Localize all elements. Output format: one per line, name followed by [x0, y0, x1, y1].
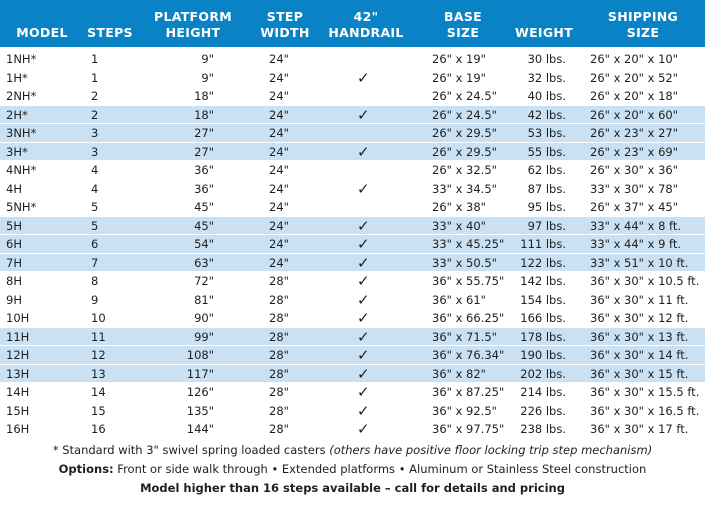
- header-handrail-line-2: HANDRAIL: [328, 25, 404, 40]
- cell-weight: 226 lbs.: [520, 403, 566, 418]
- cell-platform-height: 27": [194, 144, 214, 159]
- cell-steps: 4: [91, 181, 99, 196]
- options-line: [0, 460, 705, 479]
- check-icon: ✓: [357, 327, 370, 346]
- header-base-size-line-1: BASE: [444, 9, 482, 24]
- cell-shipping-size: 26" x 20" x 10": [590, 52, 679, 66]
- check-icon: ✓: [357, 105, 370, 124]
- cell-shipping-size: 26" x 37" x 45": [590, 200, 679, 214]
- table-row: [0, 365, 705, 384]
- cell-step-width: 24": [269, 200, 289, 214]
- cell-model: 8H: [6, 274, 22, 288]
- cell-step-width: 24": [269, 144, 289, 159]
- cell-step-width: 28": [269, 366, 289, 381]
- table-row: [0, 254, 705, 273]
- cell-platform-height: 9": [201, 52, 214, 66]
- cell-weight: 154 lbs.: [520, 292, 566, 307]
- cell-shipping-size: 36" x 30" x 13 ft.: [590, 329, 689, 344]
- table-row: [0, 383, 705, 402]
- cell-steps: 6: [91, 237, 99, 251]
- header-platform-height: [148, 0, 238, 47]
- header-steps-line-1: STEPS: [87, 25, 133, 40]
- cell-steps: 3: [91, 144, 99, 159]
- header-shipping-size: [600, 0, 686, 47]
- cell-steps: 5: [91, 200, 99, 214]
- cell-platform-height: 144": [186, 422, 214, 436]
- table-row: [0, 198, 705, 217]
- table-row: [0, 50, 705, 69]
- cell-base-size: 33" x 50.5": [432, 255, 497, 270]
- cell-platform-height: 90": [194, 311, 214, 325]
- cell-steps: 11: [91, 329, 106, 344]
- cell-step-width: 28": [269, 348, 289, 362]
- cell-weight: 142 lbs.: [520, 274, 566, 288]
- cell-weight: 40 lbs.: [527, 89, 566, 103]
- table-row: [0, 291, 705, 310]
- header-shipping-size-line-2: SIZE: [626, 25, 660, 40]
- cell-shipping-size: 26" x 30" x 36": [590, 163, 679, 177]
- cell-base-size: 33" x 34.5": [432, 181, 497, 196]
- cell-shipping-size: 36" x 30" x 17 ft.: [590, 422, 689, 436]
- cell-base-size: 36" x 92.5": [432, 403, 497, 418]
- table-row: [0, 217, 705, 236]
- cell-step-width: 24": [269, 89, 289, 103]
- cell-shipping-size: 26" x 20" x 60": [590, 107, 679, 122]
- check-icon: ✓: [357, 346, 370, 364]
- cell-shipping-size: 36" x 30" x 12 ft.: [590, 311, 689, 325]
- cell-weight: 122 lbs.: [520, 255, 566, 270]
- cell-platform-height: 117": [186, 366, 214, 381]
- table-row: [0, 346, 705, 365]
- cell-base-size: 36" x 82": [432, 366, 486, 381]
- footer: [0, 441, 705, 498]
- cell-model: 5H: [6, 218, 22, 233]
- cell-base-size: 33" x 45.25": [432, 237, 505, 251]
- table-row: [0, 69, 705, 88]
- cell-steps: 14: [91, 385, 106, 399]
- check-icon: ✓: [357, 290, 370, 309]
- header-step-width-line-2: WIDTH: [260, 25, 310, 40]
- cell-model: 2NH*: [6, 89, 37, 103]
- cell-shipping-size: 36" x 30" x 11 ft.: [590, 292, 689, 307]
- cell-steps: 7: [91, 255, 99, 270]
- cell-step-width: 24": [269, 52, 289, 66]
- cell-model: 12H: [6, 348, 30, 362]
- cell-step-width: 24": [269, 107, 289, 122]
- cell-base-size: 26" x 38": [432, 200, 486, 214]
- cell-model: 4H: [6, 181, 22, 196]
- cell-step-width: 24": [269, 126, 289, 140]
- cell-weight: 42 lbs.: [527, 107, 566, 122]
- cell-base-size: 26" x 24.5": [432, 107, 497, 122]
- cell-platform-height: 27": [194, 126, 214, 140]
- cell-shipping-size: 36" x 30" x 14 ft.: [590, 348, 689, 362]
- cell-model: 1H*: [6, 70, 28, 85]
- cell-shipping-size: 36" x 30" x 15 ft.: [590, 366, 689, 381]
- cell-shipping-size: 26" x 20" x 52": [590, 70, 679, 85]
- cell-base-size: 36" x 71.5": [432, 329, 497, 344]
- header-model-line-1: MODEL: [16, 25, 68, 40]
- cell-steps: 16: [91, 422, 106, 436]
- cell-platform-height: 36": [194, 163, 214, 177]
- cell-platform-height: 9": [201, 70, 214, 85]
- cell-model: 5NH*: [6, 200, 37, 214]
- cell-base-size: 36" x 66.25": [432, 311, 505, 325]
- cell-steps: 5: [91, 218, 99, 233]
- cell-platform-height: 108": [186, 348, 214, 362]
- cell-shipping-size: 33" x 51" x 10 ft.: [590, 255, 689, 270]
- table-row: [0, 161, 705, 180]
- table-row: [0, 87, 705, 106]
- cell-base-size: 36" x 87.25": [432, 385, 505, 399]
- cell-weight: 166 lbs.: [520, 311, 566, 325]
- cell-shipping-size: 33" x 30" x 78": [590, 181, 679, 196]
- cell-base-size: 26" x 19": [432, 52, 486, 66]
- cell-step-width: 28": [269, 292, 289, 307]
- cell-steps: 10: [91, 311, 106, 325]
- cell-model: 3NH*: [6, 126, 37, 140]
- header-step-width: [252, 0, 318, 47]
- cell-weight: 190 lbs.: [520, 348, 566, 362]
- cell-shipping-size: 26" x 23" x 69": [590, 144, 679, 159]
- table-row: [0, 143, 705, 162]
- cell-platform-height: 18": [194, 89, 214, 103]
- cell-model: 2H*: [6, 107, 28, 122]
- cell-weight: 32 lbs.: [527, 70, 566, 85]
- header-steps: [84, 0, 136, 47]
- options-label: Options:: [58, 462, 114, 476]
- table-row: [0, 235, 705, 254]
- header-weight-line-1: WEIGHT: [514, 25, 574, 40]
- cell-shipping-size: 36" x 30" x 16.5 ft.: [590, 403, 700, 418]
- check-icon: ✓: [357, 142, 370, 161]
- cell-model: 15H: [6, 403, 30, 418]
- cell-shipping-size: 36" x 30" x 10.5 ft.: [590, 274, 700, 288]
- cell-step-width: 24": [269, 255, 289, 270]
- cell-step-width: 28": [269, 311, 289, 325]
- header-handrail-line-1: 42": [353, 9, 379, 24]
- header-platform-height-line-2: HEIGHT: [165, 25, 221, 40]
- cell-step-width: 28": [269, 422, 289, 436]
- table-body: [0, 50, 705, 439]
- cell-steps: 2: [91, 107, 99, 122]
- cell-weight: 62 lbs.: [527, 163, 566, 177]
- cell-steps: 4: [91, 163, 99, 177]
- table-row: [0, 180, 705, 199]
- callout-line: Model higher than 16 steps available – call for details and pricing: [140, 481, 565, 495]
- cell-step-width: 24": [269, 237, 289, 251]
- check-icon: ✓: [357, 401, 370, 420]
- cell-platform-height: 81": [194, 292, 214, 307]
- cell-steps: 1: [91, 70, 99, 85]
- cell-steps: 9: [91, 292, 99, 307]
- check-icon: ✓: [357, 420, 370, 438]
- cell-steps: 8: [91, 274, 99, 288]
- cell-steps: 13: [91, 366, 106, 381]
- options-text: Front or side walk through • Extended platforms • Aluminum or Stainless Steel construction: [113, 462, 647, 476]
- cell-step-width: 24": [269, 181, 289, 196]
- cell-base-size: 26" x 24.5": [432, 89, 497, 103]
- check-icon: ✓: [357, 179, 370, 198]
- cell-model: 7H: [6, 255, 22, 270]
- header-handrail: [326, 0, 406, 47]
- cell-base-size: 26" x 19": [432, 70, 486, 85]
- table-row: [0, 328, 705, 347]
- cell-model: 4NH*: [6, 163, 37, 177]
- check-icon: ✓: [357, 309, 370, 327]
- cell-weight: 238 lbs.: [520, 422, 566, 436]
- cell-platform-height: 45": [194, 200, 214, 214]
- cell-shipping-size: 33" x 44" x 8 ft.: [590, 218, 682, 233]
- cell-base-size: 36" x 61": [432, 292, 486, 307]
- cell-model: 9H: [6, 292, 22, 307]
- cell-base-size: 33" x 40": [432, 218, 486, 233]
- header-weight: [510, 0, 578, 47]
- table-row: [0, 402, 705, 421]
- cell-base-size: 26" x 29.5": [432, 144, 497, 159]
- check-icon: ✓: [357, 216, 370, 235]
- cell-step-width: 28": [269, 385, 289, 399]
- cell-base-size: 26" x 29.5": [432, 126, 497, 140]
- table-header: [0, 0, 705, 47]
- table-row: [0, 272, 705, 291]
- cell-weight: 97 lbs.: [527, 218, 566, 233]
- cell-weight: 214 lbs.: [520, 385, 566, 399]
- cell-platform-height: 18": [194, 107, 214, 122]
- cell-step-width: 24": [269, 70, 289, 85]
- cell-base-size: 36" x 76.34": [432, 348, 505, 362]
- cell-weight: 30 lbs.: [527, 52, 566, 66]
- cell-model: 3H*: [6, 144, 28, 159]
- cell-model: 1NH*: [6, 52, 37, 66]
- cell-shipping-size: 26" x 20" x 18": [590, 89, 679, 103]
- cell-weight: 87 lbs.: [527, 181, 566, 196]
- cell-platform-height: 63": [194, 255, 214, 270]
- cell-platform-height: 99": [194, 329, 214, 344]
- cell-step-width: 24": [269, 163, 289, 177]
- cell-weight: 53 lbs.: [527, 126, 566, 140]
- cell-platform-height: 72": [194, 274, 214, 288]
- header-shipping-size-line-1: SHIPPING: [607, 9, 679, 24]
- cell-weight: 202 lbs.: [520, 366, 566, 381]
- cell-platform-height: 45": [194, 218, 214, 233]
- header-base-size: [425, 0, 501, 47]
- check-icon: ✓: [357, 383, 370, 401]
- cell-steps: 2: [91, 89, 99, 103]
- cell-weight: 178 lbs.: [520, 329, 566, 344]
- cell-platform-height: 36": [194, 181, 214, 196]
- cell-base-size: 26" x 32.5": [432, 163, 497, 177]
- check-icon: ✓: [357, 235, 370, 253]
- cell-model: 14H: [6, 385, 30, 399]
- table-row: [0, 309, 705, 328]
- table-row: [0, 106, 705, 125]
- cell-base-size: 36" x 55.75": [432, 274, 505, 288]
- cell-weight: 95 lbs.: [527, 200, 566, 214]
- cell-model: 11H: [6, 329, 30, 344]
- check-icon: ✓: [357, 68, 370, 87]
- cell-model: 13H: [6, 366, 30, 381]
- cell-weight: 111 lbs.: [520, 237, 566, 251]
- table-row: [0, 420, 705, 439]
- cell-steps: 15: [91, 403, 106, 418]
- check-icon: ✓: [357, 364, 370, 383]
- cell-steps: 3: [91, 126, 99, 140]
- header-base-size-line-2: SIZE: [446, 25, 480, 40]
- table-row: [0, 124, 705, 143]
- cell-shipping-size: 36" x 30" x 15.5 ft.: [590, 385, 700, 399]
- cell-platform-height: 126": [186, 385, 214, 399]
- cell-step-width: 24": [269, 218, 289, 233]
- header-platform-height-line-1: PLATFORM: [154, 9, 232, 24]
- footnote-italic: (others have positive floor locking trip step mechanism): [329, 443, 653, 457]
- cell-step-width: 28": [269, 329, 289, 344]
- cell-steps: 12: [91, 348, 106, 362]
- cell-platform-height: 135": [186, 403, 214, 418]
- cell-model: 10H: [6, 311, 30, 325]
- cell-model: 6H: [6, 237, 22, 251]
- cell-step-width: 28": [269, 274, 289, 288]
- cell-platform-height: 54": [194, 237, 214, 251]
- cell-shipping-size: 33" x 44" x 9 ft.: [590, 237, 682, 251]
- footnote-casters: [0, 441, 705, 460]
- header-model: [0, 0, 84, 47]
- header-step-width-line-1: STEP: [266, 9, 304, 24]
- cell-steps: 1: [91, 52, 99, 66]
- cell-step-width: 28": [269, 403, 289, 418]
- cell-shipping-size: 26" x 23" x 27": [590, 126, 679, 140]
- cell-model: 16H: [6, 422, 30, 436]
- check-icon: ✓: [357, 272, 370, 290]
- footnote-main: * Standard with 3" swivel spring loaded casters: [52, 443, 330, 457]
- check-icon: ✓: [357, 253, 370, 272]
- cell-base-size: 36" x 97.75": [432, 422, 505, 436]
- cell-weight: 55 lbs.: [527, 144, 566, 159]
